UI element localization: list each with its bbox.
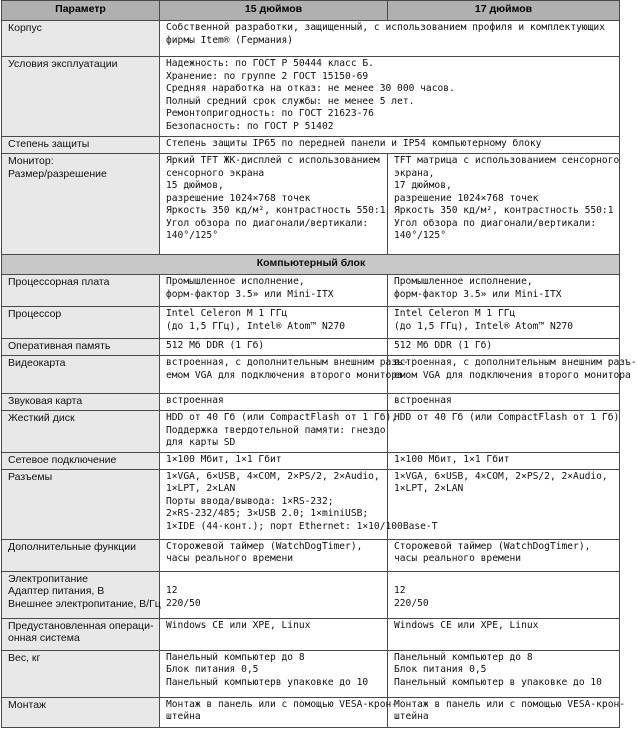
value-17-inch [388,411,620,453]
cell-line: Безопасность: по ГОСТ Р 51402 [166,120,334,132]
value-both [160,21,620,57]
cell-line: HDD от 40 Гб (или CompactFlash от 1 Гб), [166,412,398,423]
value-17-inch [388,571,620,618]
table-row [2,275,620,307]
cell-line: Процессорная плата [8,276,110,288]
table-row [2,339,620,356]
cell-line: для карты SD [166,437,236,448]
cell-line: 140°/125° [394,230,446,241]
cell-line: (до 1,5 ГГц), Intel® Atom™ N270 [394,320,574,332]
cell-line: разрешение 1024×768 точек [394,192,539,204]
cell-line: Угол обзора по диагонали/вертикали: [394,217,597,229]
value-15-inch [160,307,388,339]
row-label [2,154,160,255]
cell-line: 220/50 [394,597,429,609]
cell-line: штейна [394,711,429,722]
value-15-inch [160,275,388,307]
cell-line: Монтаж в панель или с помощью VESA-крон- [166,698,398,710]
cell-line: Монтаж [8,698,47,711]
header-15-inch: 15 дюймов [160,1,388,21]
cell-line: фирмы Item® (Германия) [166,34,294,46]
row-label [2,469,160,539]
row-label [2,539,160,571]
cell-line: штейна [166,711,201,722]
cell-line: форм-фактор 3.5» или Mini-ITX [394,288,562,300]
cell-line: Порты ввода/вывода: 1×RS-232; [166,495,334,507]
cell-line: Полный средний срок службы: не менее 5 лет. [166,95,415,107]
cell-line: экрана, [394,167,435,179]
row-label [2,697,160,727]
table-row [2,57,620,137]
row-label [2,137,160,154]
table-row [2,21,620,57]
cell-line: Хранение: по группе 2 ГОСТ 15150-69 [166,70,369,82]
value-15-inch [160,618,388,650]
cell-line: 15 дюймов, [166,180,224,191]
cell-line: Электропитание [8,572,88,585]
cell-line: Разъемы [8,470,53,483]
cell-line: Монитор: [8,155,54,167]
cell-line: Предустановленная операци- [8,619,154,632]
cell-line: Внешнее электропитание, В/Гц [8,597,161,610]
table-row [2,697,620,727]
value-17-inch [388,275,620,307]
cell-line: Звуковая карта [8,395,83,407]
cell-line: Вес, кг [8,651,41,664]
value-15-inch [160,339,388,356]
value-17-inch [388,356,637,394]
row-label [2,275,160,307]
row-label [2,394,160,411]
cell-line: Ремонтопригодность: по ГОСТ 21623-76 [166,108,374,119]
value-15-inch [160,411,398,453]
cell-line: Степень защиты IP65 по передней панели и IP54 компьютерному блоку [166,138,542,149]
value-15-inch [160,469,438,539]
value-17-inch [388,697,626,727]
value-15-inch [160,394,388,411]
header-17-inch: 17 дюймов [388,1,620,21]
cell-line: Жесткий диск [8,412,75,424]
cell-line: Сетевое подключение [8,453,117,466]
table-row [2,618,620,650]
value-15-inch [160,154,388,255]
cell-line: Windows CE или XPE, Linux [166,619,311,631]
cell-line: Адаптер питания, В [8,585,105,597]
table-header-row [2,1,620,21]
cell-line: 1×IDE (44-конт.); порт Ethernet: 1×10/100Base-T [166,520,438,532]
table-row [2,356,620,394]
cell-line: Панельный компьютерв упаковке до 10 [166,676,369,688]
cell-line: Собственной разработки, защищенный, с использованием профиля и комплектующих [166,22,605,33]
table-row [2,137,620,154]
header-param: Параметр [2,1,160,21]
cell-line: часы реального времени [394,553,522,564]
cell-line: разрешение 1024×768 точек [166,192,311,204]
cell-line: Средняя наработка на отказ: не менее 30 000 часов. [166,83,455,94]
value-17-inch [388,339,620,356]
cell-line: 512 Мб DDR (1 Гб) [394,340,493,351]
cell-line: (до 1,5 ГГц), Intel® Atom™ N270 [166,320,346,332]
cell-line: 1×100 Мбит, 1×1 Гбит [166,453,282,465]
row-label [2,57,160,137]
cell-line: Дополнительные функции [8,540,136,553]
table-row [2,571,620,618]
cell-line: Степень защиты [8,138,90,150]
cell-line: 12 [166,585,178,596]
value-17-inch [388,452,620,469]
table-row [2,154,620,255]
cell-line: онная система [8,632,80,644]
row-label [2,571,160,618]
cell-line: встроенная, с дополнительным внешним разъ- [166,357,409,368]
row-label [2,452,160,469]
cell-line: 1×100 Мбит, 1×1 Гбит [394,453,510,465]
cell-line: Intel Celeron M 1 ГГц [394,308,516,319]
cell-line: емом VGA для подключения второго монитора [166,369,403,381]
cell-line: 1×VGA, 6×USB, 4×COM, 2×PS/2, 2×Audio, [166,470,380,482]
cell-line: Яркость 350 кд/м², контрастность 550:1 [166,205,386,216]
cell-line: сенсорного экрана [166,167,265,179]
cell-line [166,573,382,586]
value-17-inch [388,394,620,411]
cell-line: встроенная, с дополнительным внешним разъ- [394,357,637,368]
cell-line: TFT матрица с использованием сенсорного [394,155,620,166]
section-title: Компьютерный блок [2,255,620,275]
table-row [2,650,620,697]
table-row [2,394,620,411]
cell-line: Панельный компьютер в упаковке до 10 [394,676,602,688]
cell-line: 512 Мб DDR (1 Гб) [166,340,265,351]
value-both [160,57,620,137]
value-15-inch [160,697,398,727]
row-label [2,618,160,650]
section-row [2,255,620,275]
table-row [2,469,620,539]
value-15-inch [160,539,388,571]
row-label [2,411,160,453]
cell-line: Блок питания 0,5 [394,664,487,675]
row-label [2,650,160,697]
cell-line: Яркость 350 кд/м², контрастность 550:1 [394,205,614,216]
spec-table-body [2,21,637,728]
value-17-inch [388,539,620,571]
cell-line: Надежность: по ГОСТ Р 50444 класс Б. [166,58,374,69]
cell-line: HDD от 40 Гб (или CompactFlash от 1 Гб) [394,412,620,423]
value-17-inch [388,154,620,255]
value-17-inch [388,307,620,339]
value-17-inch [388,618,620,650]
cell-line: Видеокарта [8,357,66,369]
cell-line: Условия эксплуатации [8,58,118,70]
value-15-inch [160,356,409,394]
cell-line: 1×LPT, 2×LAN [394,483,464,494]
cell-line: 12 [394,585,406,596]
row-label [2,21,160,57]
cell-line: Блок питания 0,5 [166,664,259,675]
cell-line: Панельный компьютер до 8 [394,651,533,663]
value-15-inch [160,571,388,618]
cell-line: Корпус [8,22,42,34]
cell-line: встроенная [166,395,224,406]
value-both [160,137,620,154]
cell-line: Панельный компьютер до 8 [166,651,305,663]
table-row [2,539,620,571]
table-row [2,307,620,339]
cell-line: Поддержка твердотельной памяти: гнездо [166,424,386,436]
row-label [2,339,160,356]
cell-line: емом VGA для подключения второго монитора [394,369,631,381]
cell-line: 2×RS-232/485; 3×USB 2.0; 1×miniUSB; [166,508,369,519]
value-15-inch [160,452,388,469]
spec-table-container [1,0,637,728]
cell-line: Промышленное исполнение, [166,276,305,287]
cell-line: Intel Celeron M 1 ГГц [166,308,288,319]
cell-line: 220/50 [166,597,201,609]
table-row [2,411,620,453]
row-label [2,356,160,394]
cell-line: 1×VGA, 6×USB, 4×COM, 2×PS/2, 2×Audio, [394,470,608,482]
cell-line: Сторожевой таймер (WatchDogTimer), [166,540,363,552]
cell-line [394,573,614,586]
table-row [2,452,620,469]
cell-line: встроенная [394,395,452,406]
cell-line: Сторожевой таймер (WatchDogTimer), [394,540,591,552]
cell-line: Оперативная память [8,340,111,352]
cell-line: 140°/125° [166,230,218,241]
value-15-inch [160,650,388,697]
cell-line: Монтаж в панель или с помощью VESA-крон- [394,698,626,710]
spec-table [1,0,637,728]
cell-line: Windows CE или XPE, Linux [394,619,539,631]
cell-line: Процессор [8,308,62,320]
cell-line: Размер/разрешение [8,167,107,180]
cell-line: 17 дюймов, [394,180,452,191]
cell-line: Промышленное исполнение, [394,276,533,287]
cell-line: Угол обзора по диагонали/вертикали: [166,217,369,229]
cell-line: часы реального времени [166,553,294,564]
cell-line: 1×LPT, 2×LAN [166,483,236,494]
value-17-inch [388,650,620,697]
cell-line: форм-фактор 3.5» или Mini-ITX [166,288,334,300]
cell-line: Яркий TFT ЖК-дисплей с использованием [166,155,380,166]
row-label [2,307,160,339]
